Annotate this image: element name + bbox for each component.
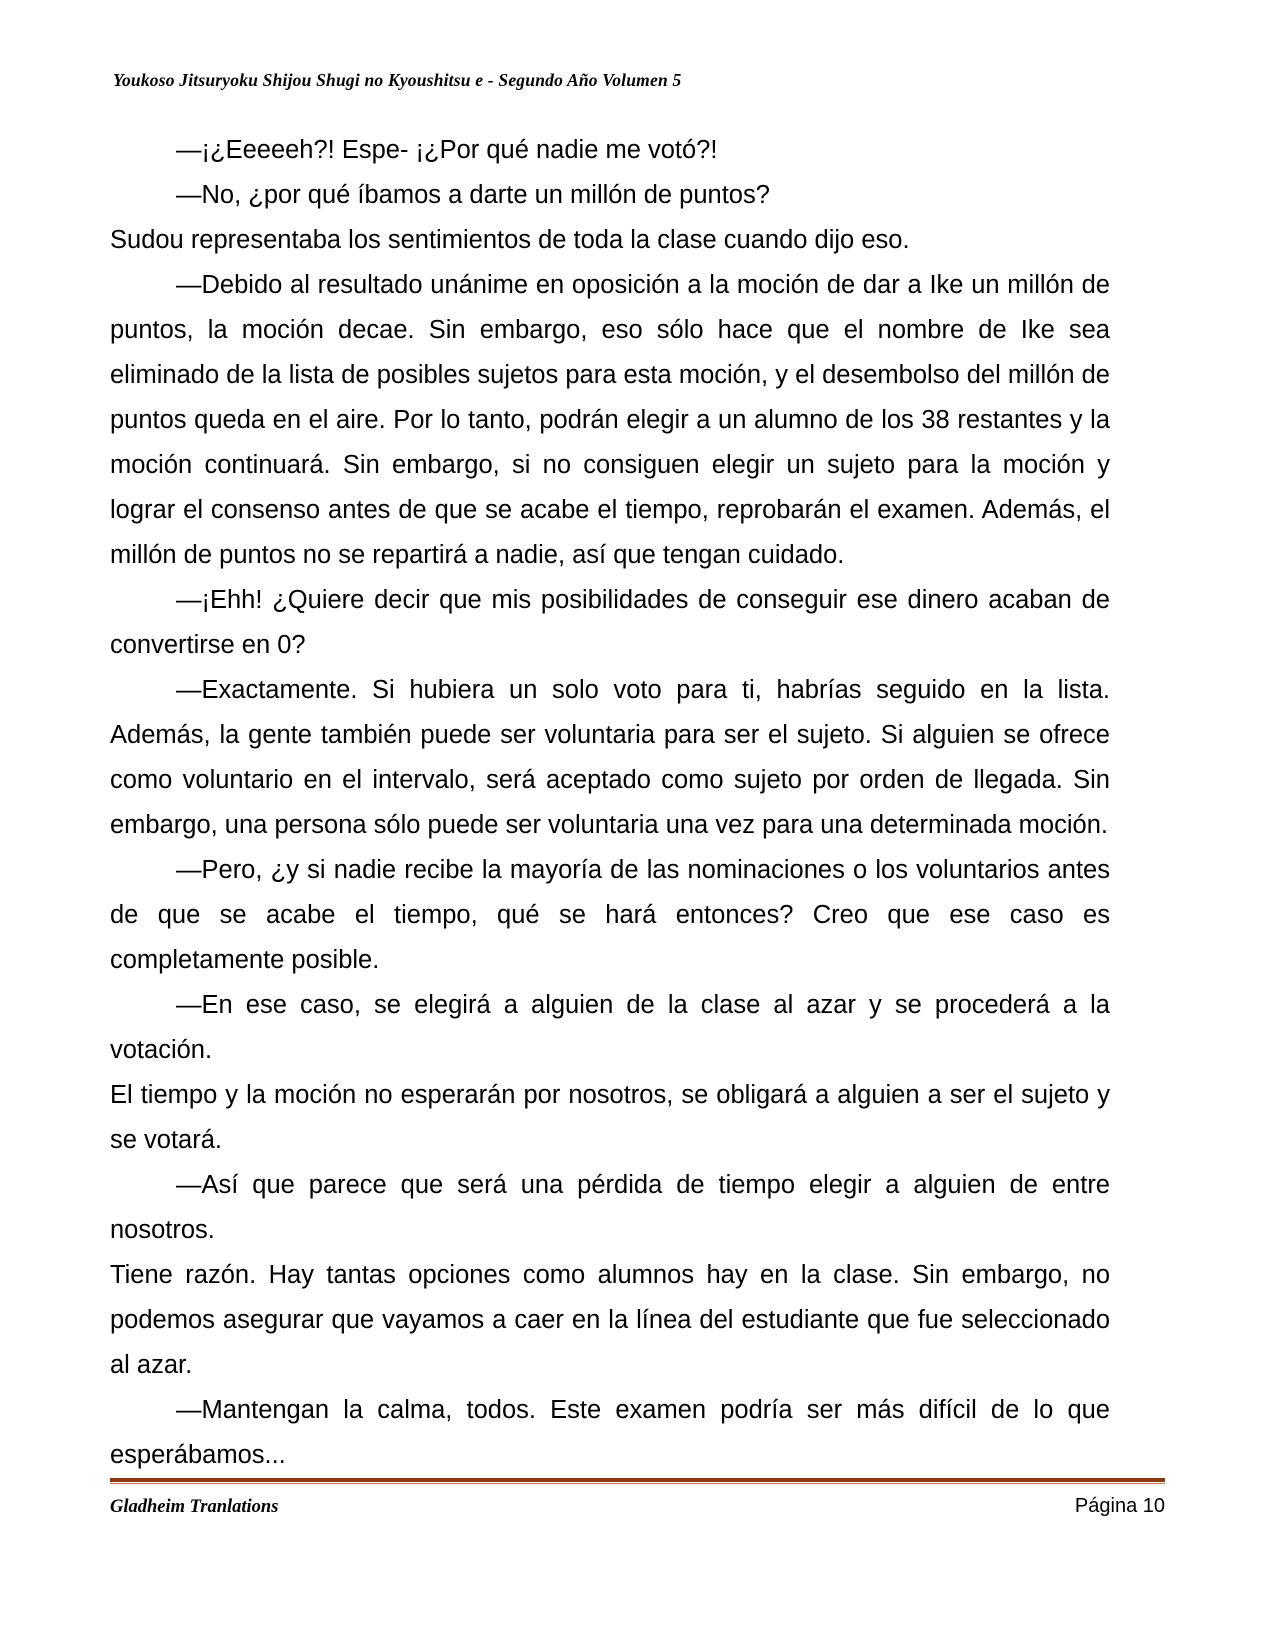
paragraph: El tiempo y la moción no esperarán por nosotros, se obligará a alguien a ser el sujeto y se votará. [110, 1081, 1110, 1154]
page-footer [110, 1495, 1165, 1518]
paragraph: —Mantengan la calma, todos. Este examen podría ser más difícil de lo que esperábamos... [110, 1396, 1110, 1469]
footer-divider [110, 1478, 1165, 1482]
paragraph: Sudou representaba los sentimientos de toda la clase cuando dijo eso. [110, 226, 910, 254]
footer-credit: Gladheim Tranlations [110, 1497, 279, 1517]
paragraph: —¡Ehh! ¿Quiere decir que mis posibilidades de conseguir ese dinero acaban de convertirse en 0? [110, 586, 1110, 659]
paragraph: —¡¿Eeeeeh?! Espe- ¡¿Por qué nadie me votó?! [176, 136, 718, 164]
footer-divider-secondary [110, 1483, 1165, 1484]
paragraph: —Pero, ¿y si nadie recibe la mayoría de las nominaciones o los voluntarios antes de que se acabe el tiempo, qué se hará entonces? Creo que ese caso es completamente posible. [110, 856, 1110, 974]
page-number: Página 10 [1074, 1495, 1165, 1517]
page-header: Youkoso Jitsuryoku Shijou Shugi no Kyoushitsu e - Segundo Año Volumen 5 [113, 70, 682, 90]
paragraph: —En ese caso, se elegirá a alguien de la clase al azar y se procederá a la votación. [110, 991, 1110, 1064]
paragraph: —No, ¿por qué íbamos a darte un millón de puntos? [176, 181, 770, 209]
paragraph: —Exactamente. Si hubiera un solo voto para ti, habrías seguido en la lista. Además, la gente también puede ser voluntaria para ser el sujeto. Si alguien se ofrece como voluntario en el intervalo, será aceptado como sujeto por orden de llegada. Sin embargo, una persona sólo puede ser voluntaria una vez para una determinada moción. [110, 676, 1110, 839]
paragraph: —Así que parece que será una pérdida de tiempo elegir a alguien de entre nosotros. [110, 1171, 1110, 1244]
page-body [110, 128, 1110, 1478]
paragraph: Tiene razón. Hay tantas opciones como alumnos hay en la clase. Sin embargo, no podemos asegurar que vayamos a caer en la línea del estudiante que fue seleccionado al azar. [110, 1261, 1110, 1379]
paragraph: —Debido al resultado unánime en oposición a la moción de dar a Ike un millón de puntos, la moción decae. Sin embargo, eso sólo hace que el nombre de Ike sea eliminado de la lista de posibles sujetos para esta moción, y el desembolso del millón de puntos queda en el aire. Por lo tanto, podrán elegir a un alumno de los 38 restantes y la moción continuará. Sin embargo, si no consiguen elegir un sujeto para la moción y lograr el consenso antes de que se acabe el tiempo, reprobarán el examen. Además, el millón de puntos no se repartirá a nadie, así que tengan cuidado. [110, 271, 1110, 569]
